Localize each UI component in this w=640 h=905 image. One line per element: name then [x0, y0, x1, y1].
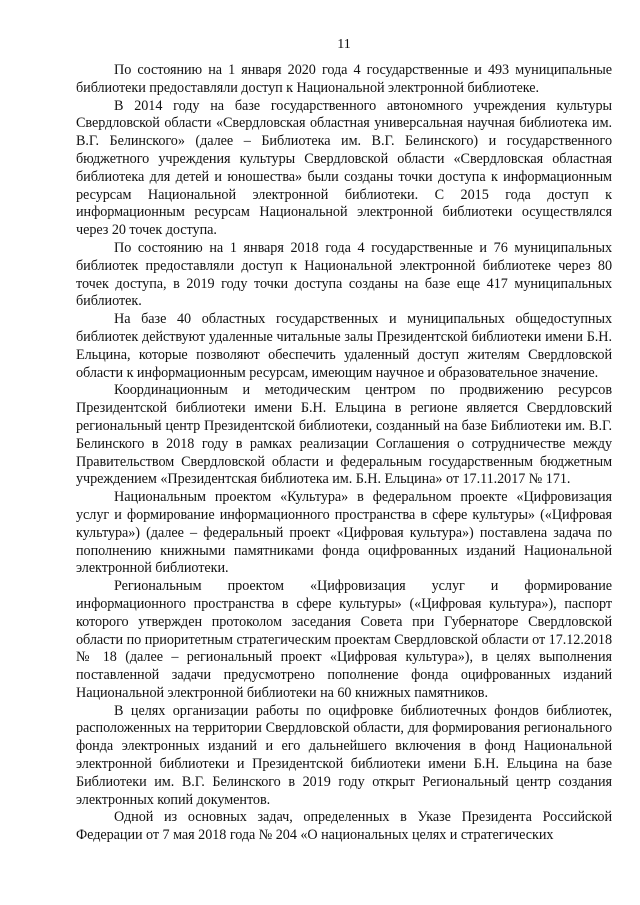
paragraph-2018-access: По состоянию на 1 января 2018 года 4 государственные и 76 муниципальных библиотек предоставляли доступ к Национальной электронной библиотеке через 80 точек доступа, в 2019 году точки доступа созданы на базе еще 417 муниципальных библиотек.: [76, 239, 612, 310]
paragraph-regional-project: Региональным проектом «Цифровизация услуг и формирование информационного пространства в сфере культуры» («Цифровая культура»), паспорт которого утвержден протоколом заседания Совета при Губернаторе Свердловской области по приоритетным стратегическим проектам Свердловской области от 17.12.2018 № 18 (далее – региональный проект «Цифровая культура»), в целях выполнения поставленной задачи предусмотрено пополнение фонда оцифрованных изданий Национальной электронной библиотеки на 60 книжных памятников.: [76, 578, 612, 701]
paragraph-digitization-center: В целях организации работы по оцифровке библиотечных фондов библиотек, расположенных на территории Свердловской области, для формирования регионального фонда электронных изданий и его дальнейшего включения в фонд Национальной электронной библиотеки и Президентской библиотеки имени Б.Н. Ельцина на базе Библиотеки им. В.Г. Белинского в 2019 году открыт Региональный центр создания электронных копий документов.: [76, 702, 612, 808]
paragraph-national-project: Национальным проектом «Культура» в федеральном проекте «Цифровизация услуг и формирование информационного пространства в сфере культуры» («Цифровая культура») (далее – федеральный проект «Цифровая культура») поставлена задача по пополнению книжными памятниками фонда оцифрованных изданий Национальной электронной библиотеки.: [76, 489, 612, 577]
paragraph-presidential-decree: Одной из основных задач, определенных в Указе Президента Российской Федерации от 7 мая 2018 года № 204 «О национальных целях и стратегических: [76, 809, 612, 844]
page-number: 11: [337, 37, 351, 52]
paragraph-2014-access-points: В 2014 году на базе государственного автономного учреждения культуры Свердловской области «Свердловская областная универсальная научная библиотека им. В.Г. Белинского» (далее – Библиотека им. В.Г. Белинского) и государственного бюджетного учреждения культуры Свердловской области «Свердловская областная библиотека для детей и юношества» были созданы точки доступа к информационным ресурсам Национальной электронной библиотеки. С 2015 года доступ к информационным ресурсам Национальной электронной библиотеки осуществлялся через 20 точек доступа.: [76, 97, 612, 239]
paragraph-2020-access: По состоянию на 1 января 2020 года 4 государственные и 493 муниципальные библиотеки предоставляли доступ к Национальной электронной библиотеке.: [76, 62, 612, 96]
paragraph-regional-center: Координационным и методическим центром по продвижению ресурсов Президентской библиотеки имени Б.Н. Ельцина в регионе является Свердловский региональный центр Президентской библиотеки, созданный на базе Библиотеки им. В.Г. Белинского в 2018 году в рамках реализации Соглашения о сотрудничестве между Правительством Свердловской области и федеральным государственным бюджетным учреждением «Президентская библиотека им. Б.Н. Ельцина» от 17.11.2017 № 171.: [76, 382, 612, 488]
document-page: [76, 36, 612, 845]
paragraph-remote-reading-rooms: На базе 40 областных государственных и муниципальных общедоступных библиотек действуют удаленные читальные залы Президентской библиотеки имени Б.Н. Ельцина, которые позволяют обеспечить удаленный доступ жителям Свердловской области к информационным ресурсам, имеющим научное и образовательное значение.: [76, 311, 612, 381]
